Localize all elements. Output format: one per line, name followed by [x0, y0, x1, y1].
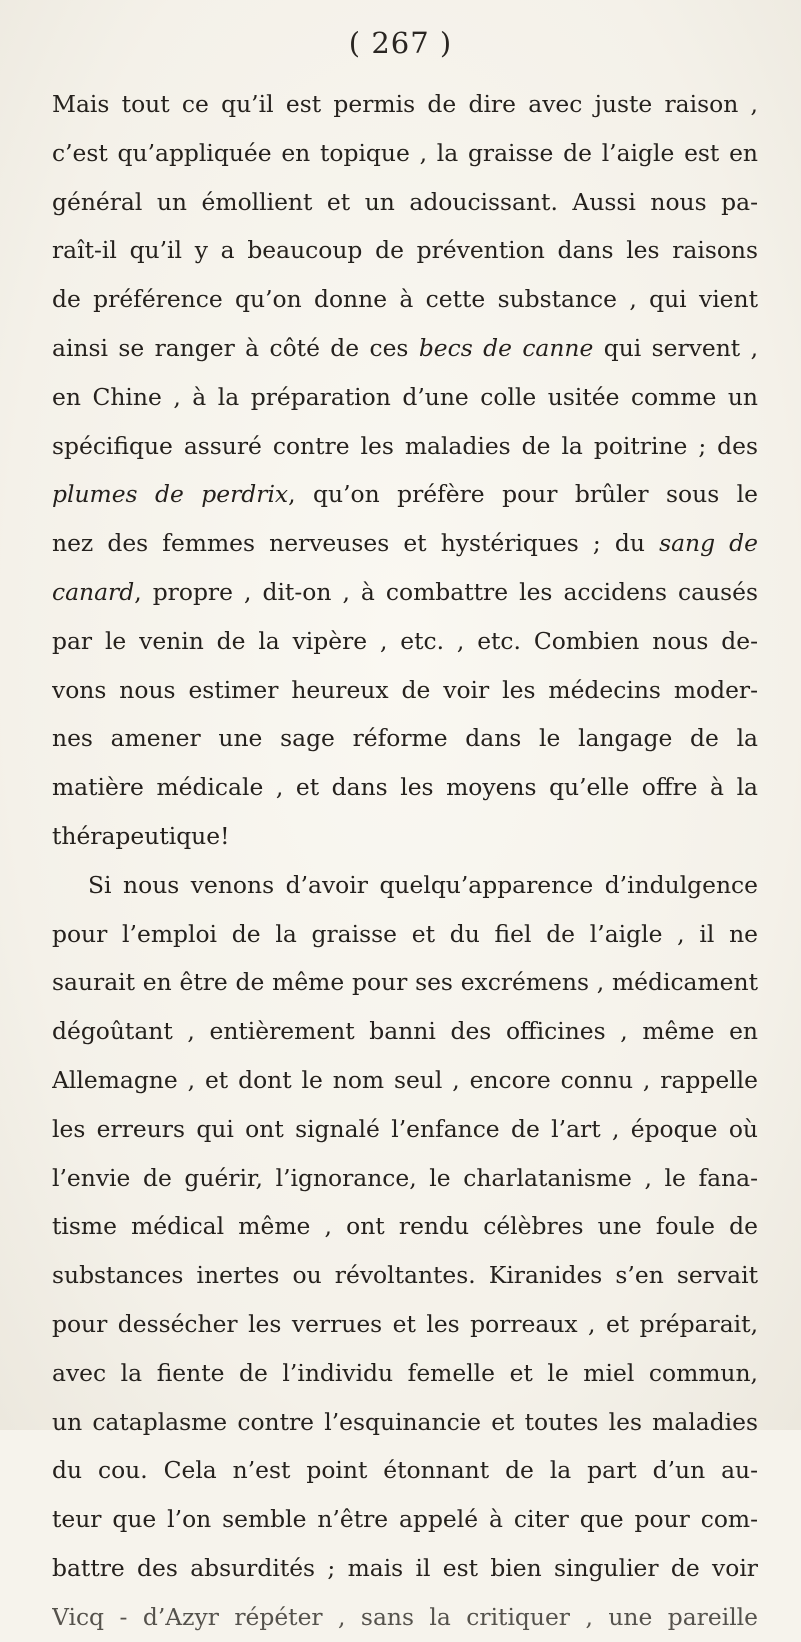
text-segment: vons nous estimer heureux de voir les médecins moder- — [52, 675, 758, 704]
text-segment: qui servent , — [593, 333, 758, 362]
text-line — [52, 1495, 758, 1544]
text-segment: raît-il qu’il y a beaucoup de prévention dans les raisons — [52, 236, 758, 265]
text-line — [52, 1300, 758, 1349]
text-line — [52, 812, 758, 861]
text-segment: en Chine , à la préparation d’une colle usitée comme un — [52, 382, 758, 411]
text-segment: teur que l’on semble n’être appelé à citer que pour com- — [52, 1505, 758, 1534]
text-line — [52, 568, 758, 617]
text-segment: Si nous venons d’avoir quelqu’apparence d’indulgence — [88, 870, 758, 899]
italic-text: sang de — [659, 529, 758, 558]
text-line — [52, 1446, 758, 1495]
text-line — [52, 178, 758, 227]
text-segment: pour l’emploi de la graisse et du fiel de l’aigle , il ne — [52, 919, 758, 948]
text-segment: nes amener une sage réforme dans le langage de la — [52, 724, 758, 753]
text-line — [52, 1593, 758, 1642]
text-segment: Vicq - d’Azyr répéter , sans la critiquer , une pareille — [52, 1602, 758, 1631]
text-line — [52, 910, 758, 959]
text-segment: dégoûtant , entièrement banni des officines , même en — [52, 1017, 758, 1046]
text-line — [52, 470, 758, 519]
text-segment: saurait en être de même pour ses excrémens , médicament — [52, 968, 758, 997]
text-segment: nez des femmes nerveuses et hystériques ; du — [52, 529, 660, 558]
body-text — [52, 80, 758, 1642]
text-line — [52, 1251, 758, 1300]
text-segment: Mais tout ce qu’il est permis de dire avec juste raison , — [52, 90, 758, 118]
text-segment: pour dessécher les verrues et les porreaux , et préparait, — [52, 1309, 758, 1338]
text-line — [52, 1202, 758, 1251]
text-segment: substances inertes ou révoltantes. Kiranides s’en servait — [52, 1261, 758, 1290]
text-segment: un cataplasme contre l’esquinancie et toutes les maladies — [52, 1407, 758, 1436]
text-segment: par le venin de la vipère , etc. , etc. Combien nous de- — [52, 626, 758, 655]
text-line — [52, 80, 758, 129]
text-line — [52, 1007, 758, 1056]
text-line — [52, 129, 758, 178]
italic-text: plumes de perdrix — [52, 480, 289, 509]
text-segment: les erreurs qui ont signalé l’enfance de l’art , époque où — [52, 1114, 758, 1143]
text-line — [52, 1154, 758, 1203]
text-segment: avec la fiente de l’individu femelle et le miel commun, — [52, 1358, 758, 1387]
text-line — [52, 1544, 758, 1593]
text-segment: du cou. Cela n’est point étonnant de la part d’un au- — [52, 1456, 758, 1485]
text-line — [52, 275, 758, 324]
text-segment: tisme médical même , ont rendu célèbres une foule de — [52, 1212, 758, 1241]
text-segment: , qu’on préfère pour brûler sous le — [288, 480, 758, 509]
page-number: ( 267 ) — [348, 26, 453, 60]
text-line — [52, 1056, 758, 1105]
text-line — [52, 617, 758, 666]
text-line — [52, 861, 758, 910]
text-line — [52, 324, 758, 373]
text-segment: , propre , dit-on , à combattre les accidens causés — [134, 577, 758, 606]
text-line — [52, 958, 758, 1007]
text-line — [52, 1349, 758, 1398]
text-line — [52, 519, 758, 568]
text-segment: thérapeutique! — [52, 821, 230, 850]
text-segment: spécifique assuré contre les maladies de la poitrine ; des — [52, 431, 758, 460]
text-line — [52, 1398, 758, 1447]
text-line — [52, 666, 758, 715]
text-segment: l’envie de guérir, l’ignorance, le charlatanisme , le fana- — [52, 1163, 758, 1192]
text-line — [52, 763, 758, 812]
text-line — [52, 422, 758, 471]
text-line — [52, 373, 758, 422]
text-segment: c’est qu’appliquée en topique , la graisse de l’aigle est en — [52, 138, 758, 167]
text-segment: général un émollient et un adoucissant. Aussi nous pa- — [52, 187, 758, 216]
italic-text: becs de canne — [418, 333, 594, 362]
text-segment: matière médicale , et dans les moyens qu’elle offre à la — [52, 773, 758, 802]
text-segment: battre des absurdités ; mais il est bien singulier de voir — [52, 1553, 758, 1582]
text-segment: Allemagne , et dont le nom seul , encore connu , rappelle — [52, 1065, 758, 1094]
text-line — [52, 714, 758, 763]
italic-text: canard — [52, 577, 135, 606]
text-segment: de préférence qu’on donne à cette substance , qui vient — [52, 285, 758, 314]
text-line — [52, 226, 758, 275]
text-line — [52, 1105, 758, 1154]
text-segment: ainsi se ranger à côté de ces — [52, 333, 419, 362]
